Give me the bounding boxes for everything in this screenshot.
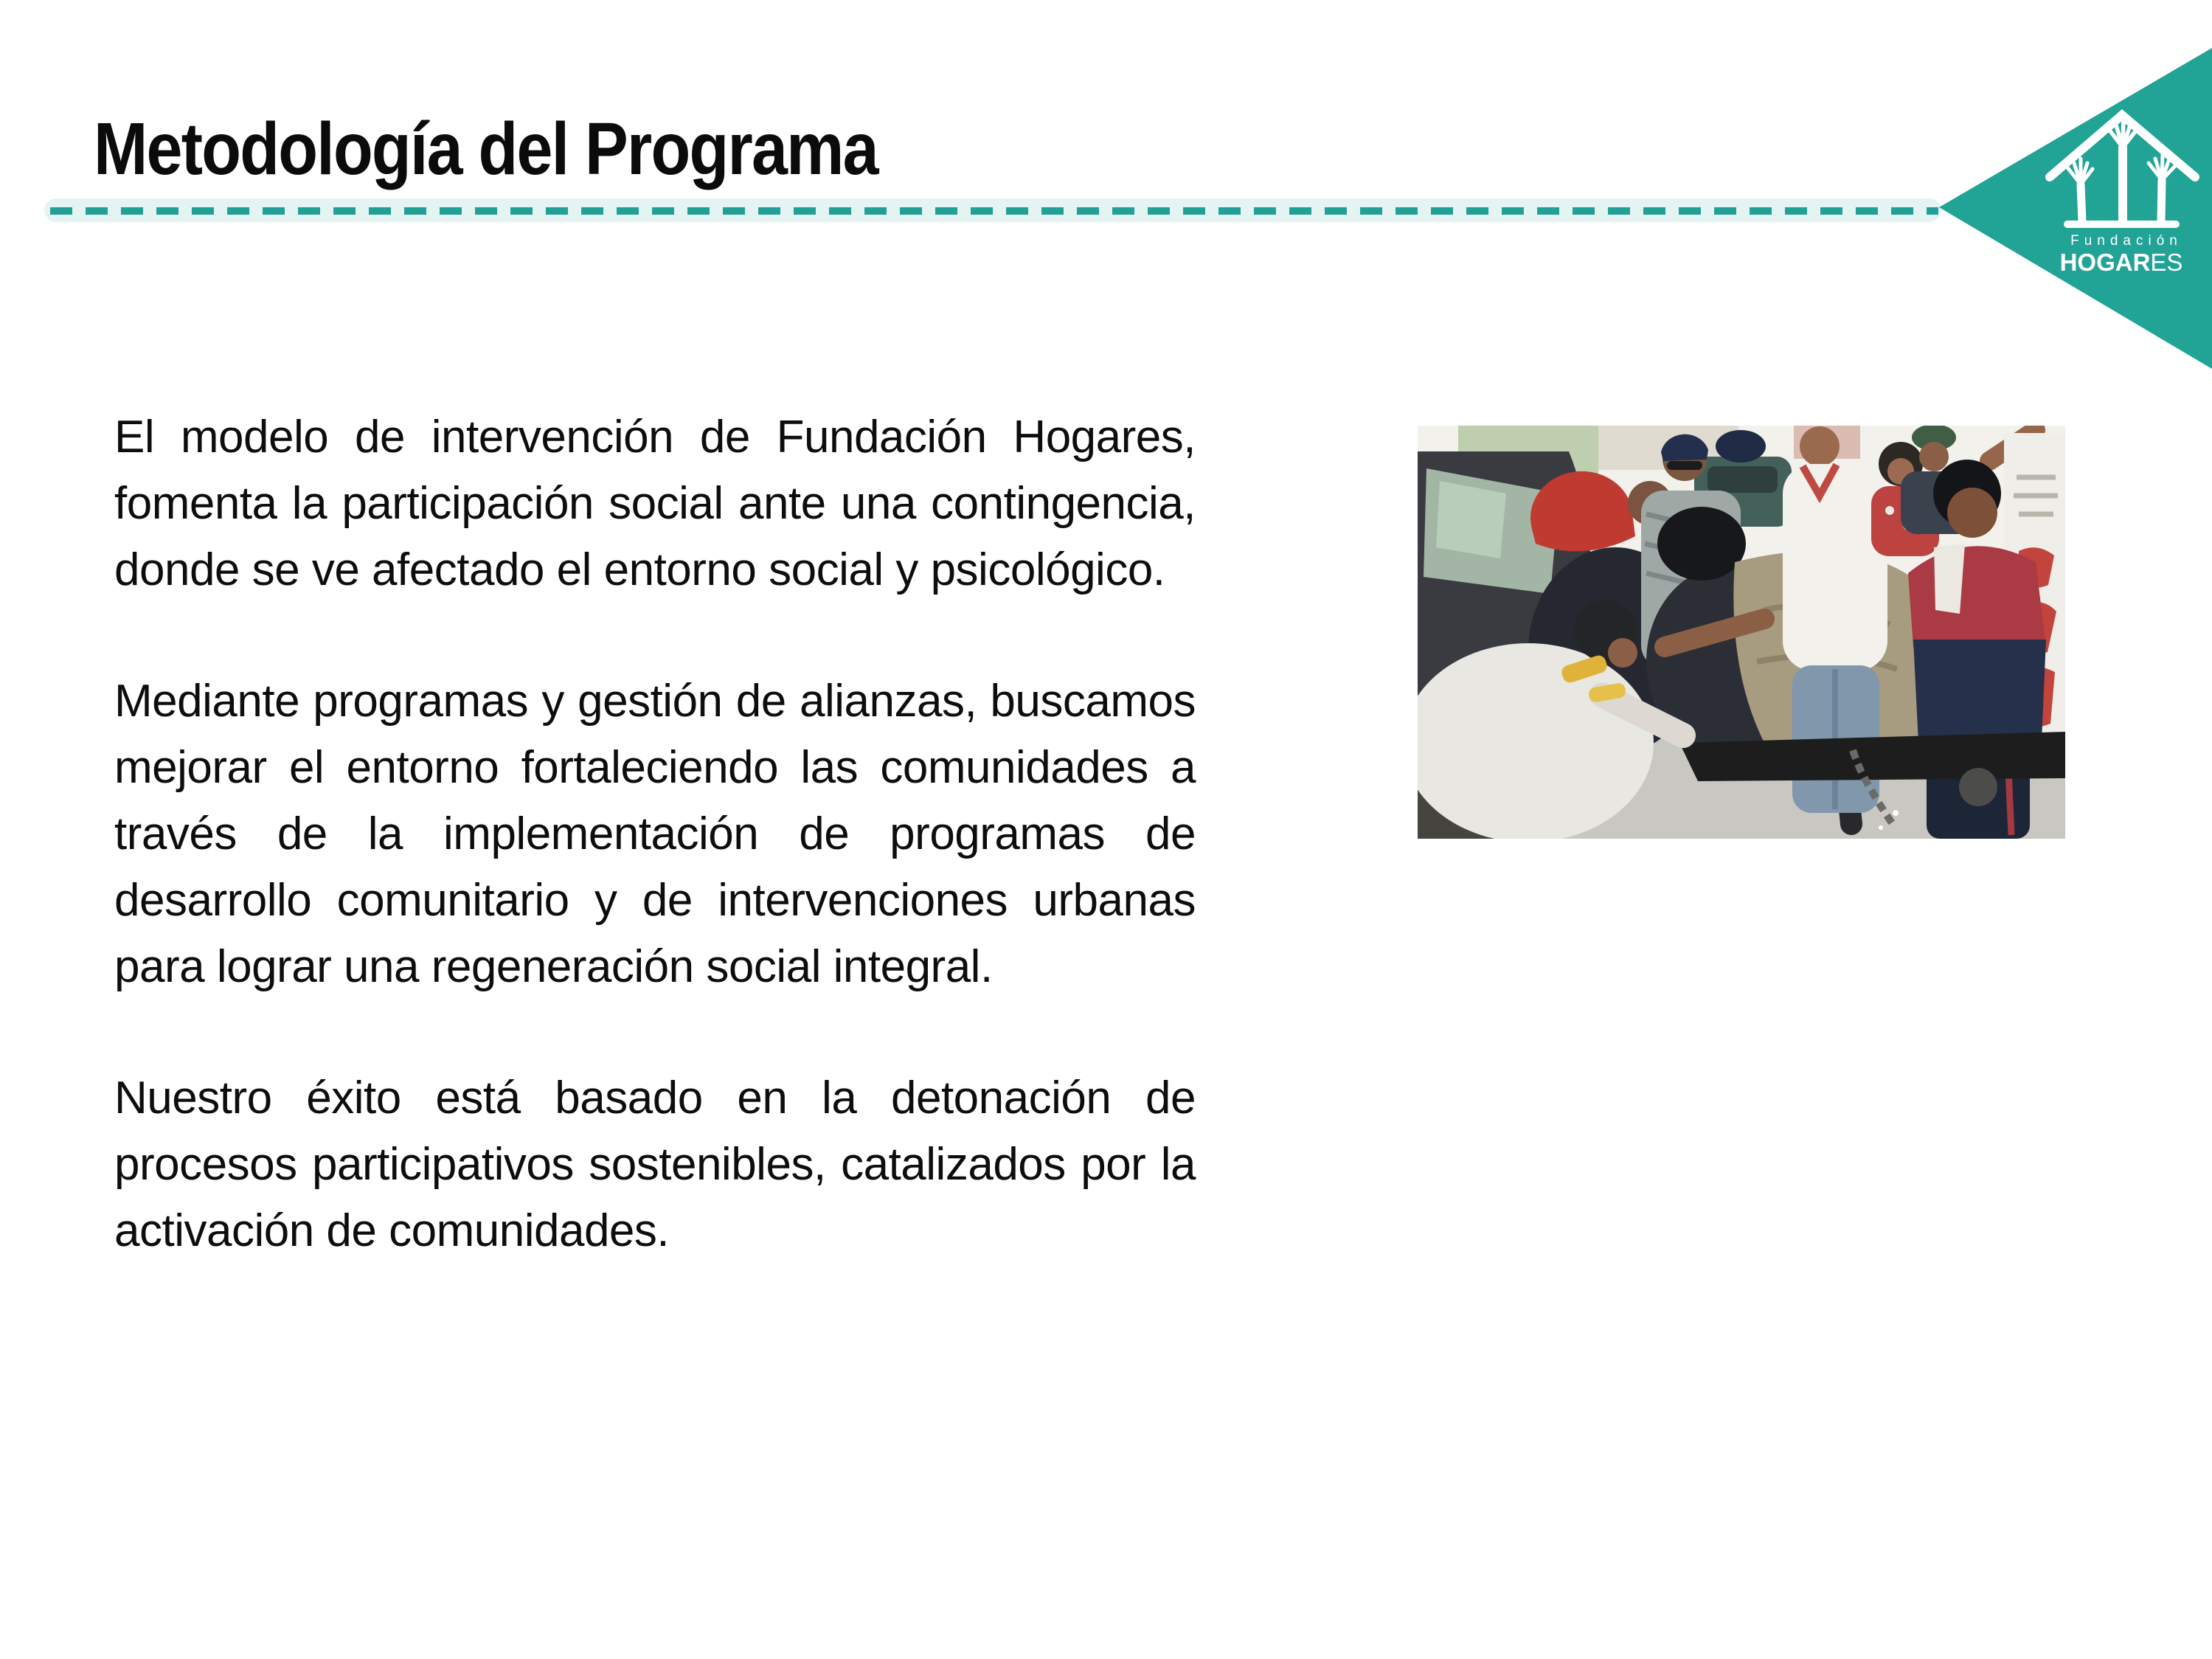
photo-green-cap-man-face	[1919, 442, 1949, 471]
community-work-photo	[1418, 426, 2065, 839]
photo-hitch-wheel	[1959, 768, 1997, 806]
fundacion-hogares-logo	[1939, 0, 2212, 376]
photo-spark-1	[1893, 810, 1899, 816]
photo-blouse-print-dot-1	[1885, 506, 1894, 515]
title-separator-dashed-line	[50, 207, 1938, 215]
logo-teal-triangle	[1939, 48, 2212, 369]
photo-spark-2	[1879, 825, 1883, 830]
photo-big-black-cap	[1657, 507, 1746, 581]
photo-green-suv-window	[1707, 466, 1778, 493]
photo-kid-face	[1947, 488, 1997, 538]
photo-kid-white-shirt	[1934, 544, 1965, 614]
photo-white-shirt	[1783, 464, 1887, 671]
paragraph-programas-alianzas: Mediante programas y gestión de alianzas, buscamos mejorar el entorno fortaleciendo las comunidades a través de la implementación de programas de desarrollo comunitario y de intervenciones urbanas para lograr una regeneración social integral.	[114, 676, 1196, 992]
page-title: Metodología del Programa	[94, 108, 878, 190]
svg-text:HOGARES	[2060, 249, 2183, 276]
logo-org-name-light: ES	[2150, 249, 2183, 276]
photo-kid-jacket-red-yoke	[1908, 546, 2046, 647]
body-text-block	[114, 404, 1196, 1264]
paragraph-exito-detonacion: Nuestro éxito está basado en la detonación de procesos participativos sostenibles, catalizados por la activación de comunidades.	[114, 1073, 1196, 1256]
photo-sunglasses	[1667, 461, 1702, 470]
photo-bald-man-head	[1800, 426, 1840, 466]
paragraph-modelo-intervencion: El modelo de intervención de Fundación Hogares, fomenta la participación social ante una contingencia, donde se ve afectado el entorno social y psicológico.	[114, 412, 1196, 595]
logo-org-name-top: Fundación	[2070, 233, 2182, 249]
photo-navy-cap-2	[1716, 430, 1766, 463]
photo-car-window-reflection	[1436, 481, 1506, 558]
photo-grey-worker-face	[1608, 638, 1637, 668]
logo-org-name-bold: HOGAR	[2059, 249, 2151, 276]
